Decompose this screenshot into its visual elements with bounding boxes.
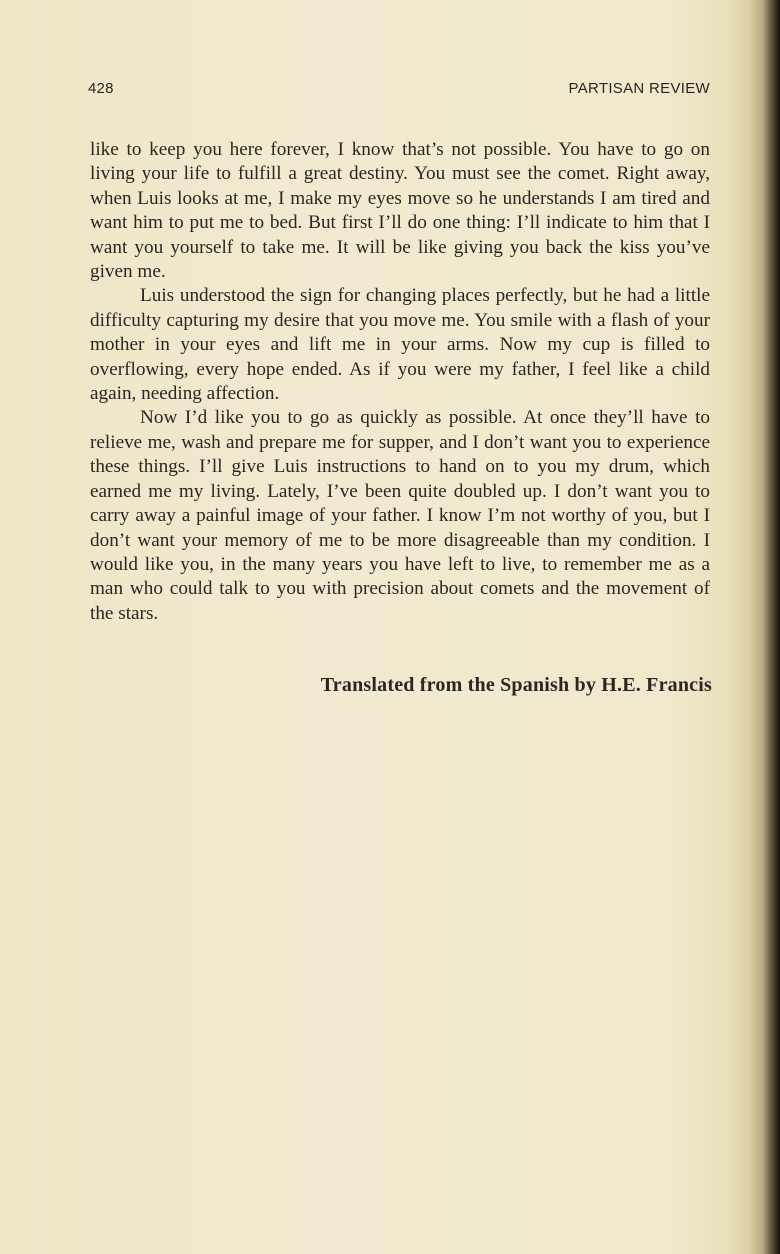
page-number: 428 [88, 80, 114, 97]
paragraph-2: Luis understood the sign for changing places perfectly, but he had a little difficulty capturing my desire that you move me. You smile with a flash of your mother in your eyes and lift me in your arms. Now my cup is filled to overflowing, every hope ended. As if you were my father, I feel like a child again, needing affection. [90, 285, 710, 405]
spine-shadow [748, 0, 780, 1254]
paragraph-1: like to keep you here forever, I know that’s not possible. You have to go on living your life to fulfill a great destiny. You must see the comet. Right away, when Luis looks at me, I make my eyes move so he understands I am tired and want him to put me to bed. But first I’ll do one thing: I’ll indicate to him that I want you yourself to take me. It will be like giving you back the kiss you’ve given me. [90, 139, 710, 283]
paragraph-3: Now I’d like you to go as quickly as possible. At once they’ll have to relieve me, wash and prepare me for supper, and I don’t want you to experience these things. I’ll give Luis instructions to hand on to you my drum, which earned me my living. Lately, I’ve been quite doubled up. I don’t want you to carry away a painful image of your father. I know I’m not worthy of you, but I don’t want your memory of me to be more disagreeable than my condition. I would like you, in the many years you have left to live, to remember me as a man who could talk to you with precision about comets and the movement of the stars. [90, 407, 710, 624]
translation-credit: Translated from the Spanish by H.E. Francis [320, 674, 712, 696]
body-text [90, 138, 710, 626]
running-head: PARTISAN REVIEW [568, 80, 710, 97]
